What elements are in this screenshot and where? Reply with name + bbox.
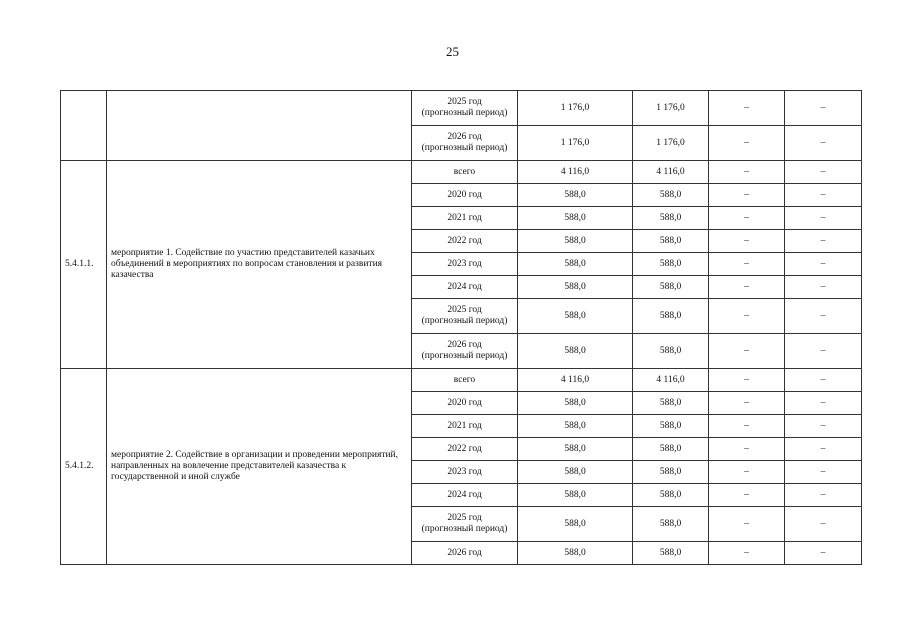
dash-value: – xyxy=(785,392,862,415)
year-label: 2023 год xyxy=(447,258,482,269)
dash-value: – xyxy=(709,415,785,438)
year-label: 2025 год xyxy=(447,305,482,315)
year-label: 2024 год xyxy=(447,489,482,500)
dash-value: – xyxy=(709,276,785,299)
budget-value: 588,0 xyxy=(633,299,709,334)
total-value: 1 176,0 xyxy=(518,126,633,161)
dash-value: – xyxy=(785,334,862,369)
year-label: 2020 год xyxy=(447,189,482,200)
dash-value: – xyxy=(709,392,785,415)
year-cell xyxy=(412,253,518,276)
budget-value: 588,0 xyxy=(633,542,709,565)
year-cell xyxy=(412,542,518,565)
item-description: мероприятие 2. Содействие в организации и проведении мероприятий, направленных на вовлечение представителей казачества к государственной и иной службе xyxy=(107,369,412,565)
year-label: 2024 год xyxy=(447,281,482,292)
total-value: 588,0 xyxy=(518,299,633,334)
budget-value: 588,0 xyxy=(633,484,709,507)
budget-value: 588,0 xyxy=(633,415,709,438)
total-value: 588,0 xyxy=(518,507,633,542)
total-value: 588,0 xyxy=(518,334,633,369)
total-value: 4 116,0 xyxy=(518,369,633,392)
dash-value: – xyxy=(785,253,862,276)
year-label: всего xyxy=(453,374,476,385)
budget-value: 588,0 xyxy=(633,253,709,276)
dash-value: – xyxy=(785,230,862,253)
dash-value: – xyxy=(785,207,862,230)
dash-value: – xyxy=(785,507,862,542)
dash-value: – xyxy=(709,91,785,126)
dash-value: – xyxy=(709,507,785,542)
total-value: 588,0 xyxy=(518,415,633,438)
dash-value: – xyxy=(785,369,862,392)
year-label: 2026 год xyxy=(447,547,482,558)
dash-value: – xyxy=(709,542,785,565)
year-cell xyxy=(412,91,518,126)
budget-table xyxy=(60,90,862,565)
blank-description-cell xyxy=(107,91,412,161)
page-number: 25 xyxy=(446,44,459,59)
total-value: 588,0 xyxy=(518,392,633,415)
dash-value: – xyxy=(709,299,785,334)
budget-value: 4 116,0 xyxy=(633,369,709,392)
dash-value: – xyxy=(785,184,862,207)
dash-value: – xyxy=(709,230,785,253)
item-description: мероприятие 1. Содействие по участию представителей казачьих объединений в мероприятиях по вопросам становления и развития казачества xyxy=(107,161,412,369)
dash-value: – xyxy=(785,461,862,484)
year-cell xyxy=(412,369,518,392)
budget-value: 588,0 xyxy=(633,461,709,484)
total-value: 588,0 xyxy=(518,276,633,299)
budget-value: 588,0 xyxy=(633,276,709,299)
dash-value: – xyxy=(785,438,862,461)
year-cell xyxy=(412,230,518,253)
budget-value: 588,0 xyxy=(633,392,709,415)
dash-value: – xyxy=(709,484,785,507)
year-cell xyxy=(412,126,518,161)
dash-value: – xyxy=(785,415,862,438)
year-cell xyxy=(412,207,518,230)
year-label: 2025 год xyxy=(447,513,482,523)
total-value: 588,0 xyxy=(518,461,633,484)
budget-value: 1 176,0 xyxy=(633,126,709,161)
budget-value: 588,0 xyxy=(633,507,709,542)
dash-value: – xyxy=(785,91,862,126)
forecast-note: (прогнозный период) xyxy=(421,316,508,326)
forecast-note: (прогнозный период) xyxy=(421,524,508,534)
year-cell xyxy=(412,415,518,438)
dash-value: – xyxy=(709,369,785,392)
year-cell xyxy=(412,438,518,461)
year-label: 2023 год xyxy=(447,466,482,477)
table-body xyxy=(61,91,862,565)
total-value: 588,0 xyxy=(518,184,633,207)
total-value: 588,0 xyxy=(518,542,633,565)
year-cell xyxy=(412,299,518,334)
item-number: 5.4.1.2. xyxy=(61,369,107,565)
blank-number-cell xyxy=(61,91,107,161)
budget-value: 1 176,0 xyxy=(633,91,709,126)
year-label: 2025 год xyxy=(447,97,482,107)
year-label: 2021 год xyxy=(447,212,482,223)
year-cell xyxy=(412,334,518,369)
dash-value: – xyxy=(785,126,862,161)
table-row xyxy=(61,161,862,184)
dash-value: – xyxy=(709,438,785,461)
budget-value: 4 116,0 xyxy=(633,161,709,184)
dash-value: – xyxy=(709,126,785,161)
year-label: 2026 год xyxy=(447,340,482,350)
item-number: 5.4.1.1. xyxy=(61,161,107,369)
total-value: 4 116,0 xyxy=(518,161,633,184)
budget-value: 588,0 xyxy=(633,438,709,461)
dash-value: – xyxy=(709,461,785,484)
budget-value: 588,0 xyxy=(633,207,709,230)
year-cell xyxy=(412,276,518,299)
year-label: 2026 год xyxy=(447,132,482,142)
year-cell xyxy=(412,184,518,207)
budget-value: 588,0 xyxy=(633,334,709,369)
dash-value: – xyxy=(709,253,785,276)
forecast-note: (прогнозный период) xyxy=(421,351,508,361)
forecast-note: (прогнозный период) xyxy=(421,143,508,153)
forecast-note: (прогнозный период) xyxy=(421,108,508,118)
budget-value: 588,0 xyxy=(633,230,709,253)
year-label: 2020 год xyxy=(447,397,482,408)
dash-value: – xyxy=(709,207,785,230)
year-cell xyxy=(412,161,518,184)
dash-value: – xyxy=(785,276,862,299)
year-label: 2021 год xyxy=(447,420,482,431)
dash-value: – xyxy=(709,334,785,369)
total-value: 588,0 xyxy=(518,253,633,276)
total-value: 588,0 xyxy=(518,484,633,507)
year-cell xyxy=(412,484,518,507)
table-row xyxy=(61,91,862,126)
year-label: всего xyxy=(453,166,476,177)
dash-value: – xyxy=(785,161,862,184)
year-cell xyxy=(412,461,518,484)
year-cell xyxy=(412,392,518,415)
dash-value: – xyxy=(785,299,862,334)
total-value: 588,0 xyxy=(518,207,633,230)
budget-value: 588,0 xyxy=(633,184,709,207)
dash-value: – xyxy=(709,184,785,207)
total-value: 588,0 xyxy=(518,230,633,253)
table-row xyxy=(61,369,862,392)
total-value: 588,0 xyxy=(518,438,633,461)
dash-value: – xyxy=(785,484,862,507)
dash-value: – xyxy=(709,161,785,184)
dash-value: – xyxy=(785,542,862,565)
year-label: 2022 год xyxy=(447,443,482,454)
total-value: 1 176,0 xyxy=(518,91,633,126)
year-cell xyxy=(412,507,518,542)
year-label: 2022 год xyxy=(447,235,482,246)
